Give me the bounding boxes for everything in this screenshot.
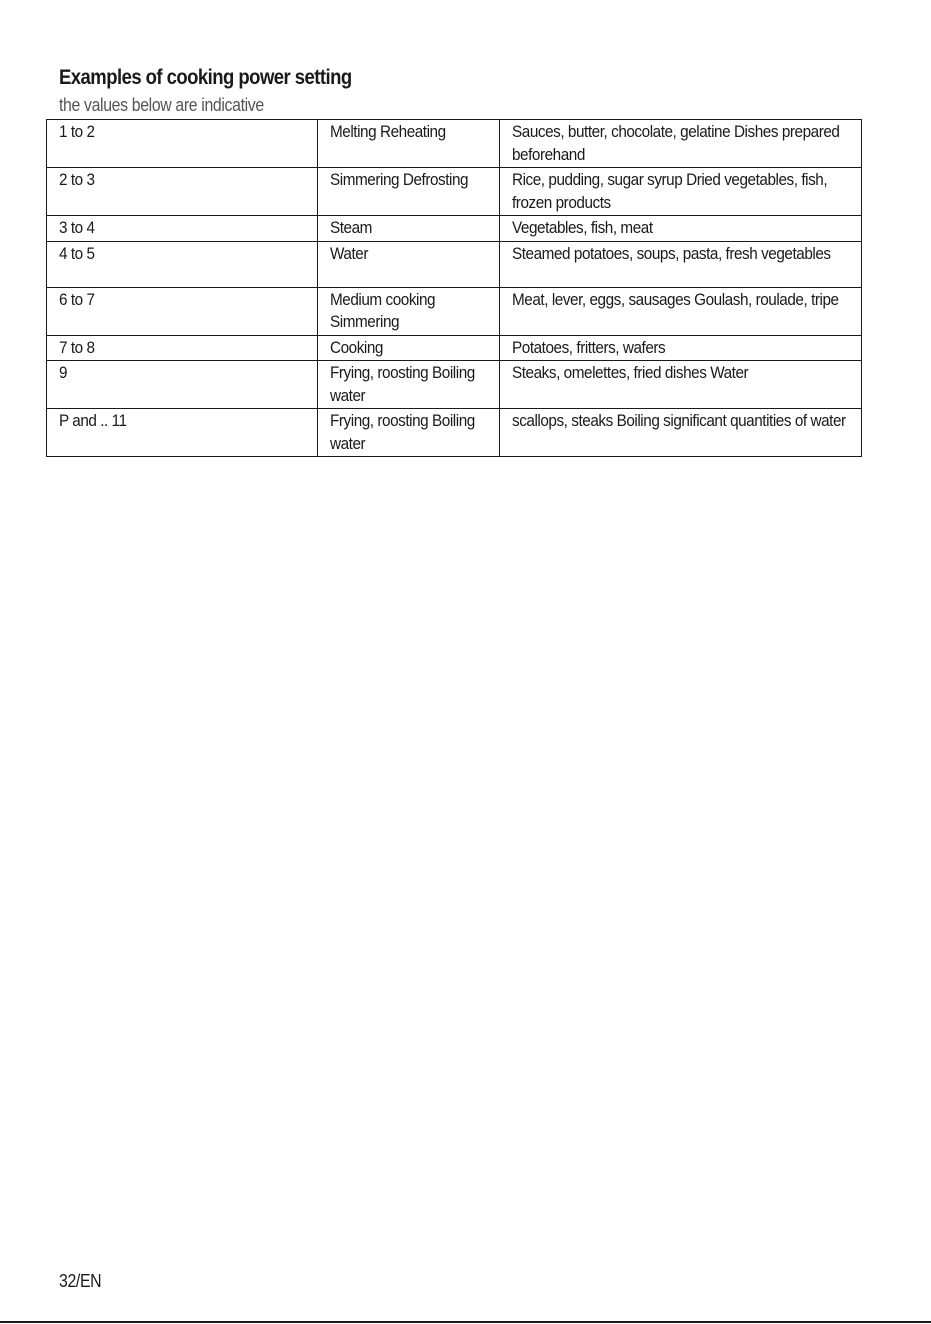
table-row — [47, 120, 862, 168]
table-row — [47, 287, 862, 335]
page-subtitle: the values below are indicative — [59, 95, 264, 115]
setting-cell: 3 to 4 — [47, 216, 318, 242]
method-cell: Water — [318, 241, 500, 287]
page-title: Examples of cooking power setting — [59, 66, 352, 89]
setting-cell: 2 to 3 — [47, 168, 318, 216]
foods-cell: Rice, pudding, sugar syrup Dried vegetables, fish, frozen products — [500, 168, 862, 216]
setting-cell: 6 to 7 — [47, 287, 318, 335]
table-row — [47, 409, 862, 457]
setting-cell: 4 to 5 — [47, 241, 318, 287]
setting-cell: 7 to 8 — [47, 335, 318, 361]
method-cell: Steam — [318, 216, 500, 242]
foods-cell: Potatoes, fritters, wafers — [500, 335, 862, 361]
method-cell: Frying, roosting Boiling water — [318, 409, 500, 457]
table-row — [47, 241, 862, 287]
method-cell: Melting Reheating — [318, 120, 500, 168]
table-row — [47, 335, 862, 361]
table-row — [47, 361, 862, 409]
method-cell: Simmering Defrosting — [318, 168, 500, 216]
table-row — [47, 216, 862, 242]
table-row — [47, 168, 862, 216]
foods-cell: Meat, lever, eggs, sausages Goulash, roulade, tripe — [500, 287, 862, 335]
page-number: 32/EN — [59, 1271, 102, 1291]
bottom-rule — [0, 1321, 931, 1323]
setting-cell: P and .. 11 — [47, 409, 318, 457]
method-cell: Medium cooking Simmering — [318, 287, 500, 335]
method-cell: Frying, roosting Boiling water — [318, 361, 500, 409]
foods-cell: Vegetables, fish, meat — [500, 216, 862, 242]
foods-cell: Steaks, omelettes, fried dishes Water — [500, 361, 862, 409]
foods-cell: scallops, steaks Boiling significant quantities of water — [500, 409, 862, 457]
cooking-power-table — [46, 119, 862, 457]
setting-cell: 1 to 2 — [47, 120, 318, 168]
method-cell: Cooking — [318, 335, 500, 361]
foods-cell: Steamed potatoes, soups, pasta, fresh vegetables — [500, 241, 862, 287]
foods-cell: Sauces, butter, chocolate, gelatine Dishes prepared beforehand — [500, 120, 862, 168]
setting-cell: 9 — [47, 361, 318, 409]
